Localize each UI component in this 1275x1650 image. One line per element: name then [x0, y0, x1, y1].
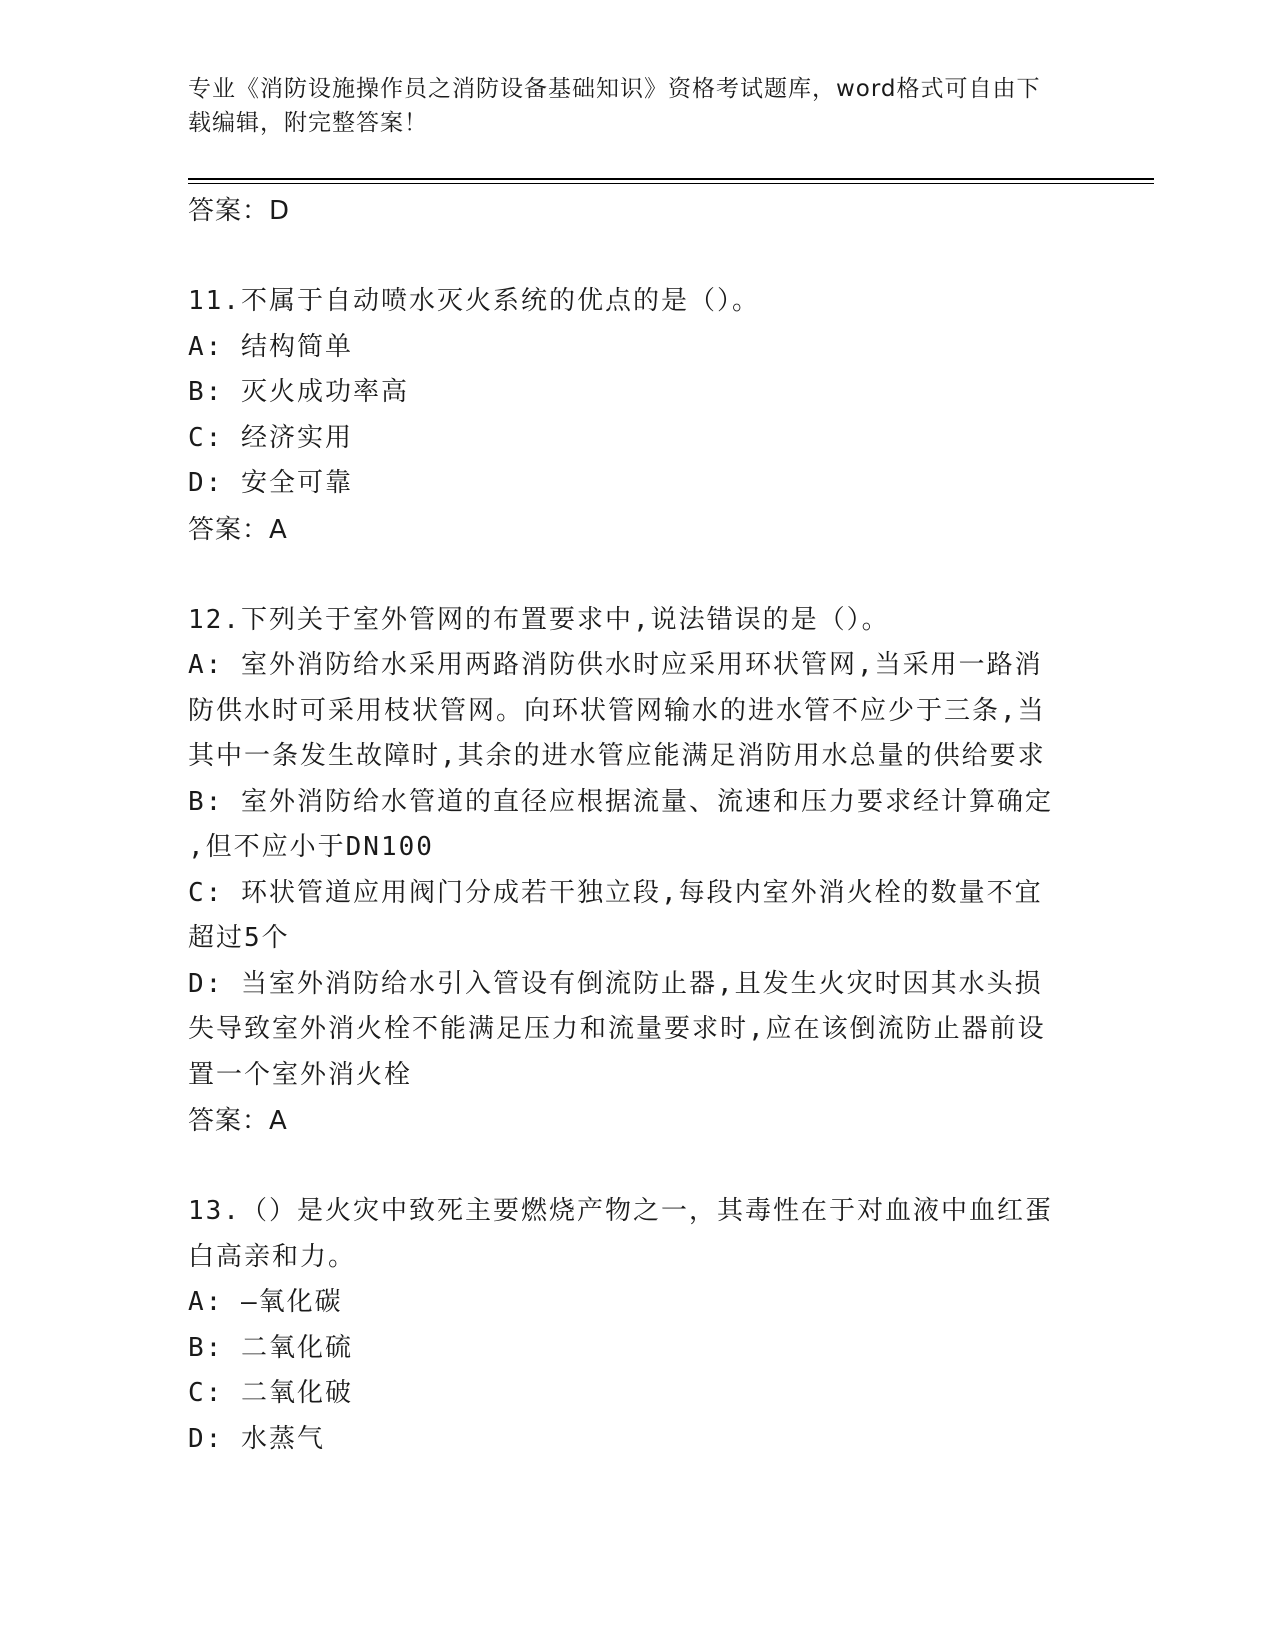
option-text-line: 其中一条发生故障时,其余的进水管应能满足消防用水总量的供给要求	[188, 741, 1046, 771]
option-text-line: ,但不应小于DN100	[188, 832, 434, 862]
question-block	[188, 598, 1088, 1145]
option-text-line: B: 二氧化硫	[188, 1332, 353, 1363]
question-option	[188, 643, 1088, 780]
answer-line: 答案：A	[188, 514, 288, 545]
option-text-line: D: 当室外消防给水引入管设有倒流防止器,且发生火灾时因其水头损	[188, 968, 1043, 999]
option-text-line: 失导致室外消火栓不能满足压力和流量要求时,应在该倒流防止器前设	[188, 1014, 1046, 1044]
option-text-line: A: 室外消防给水采用两路消防供水时应采用环状管网,当采用一路消	[188, 650, 1043, 680]
document-header	[188, 72, 1068, 140]
question-option	[188, 1417, 1088, 1463]
question-option	[188, 325, 1088, 371]
header-line-1: 专业《消防设施操作员之消防设备基础知识》资格考试题库，word格式可自由下	[188, 76, 1041, 102]
question-list	[188, 234, 1088, 1462]
option-text-line: 超过5个	[188, 923, 290, 953]
option-text-line: A: —氧化碳	[188, 1287, 343, 1317]
question-gap	[188, 553, 1088, 598]
question-block	[188, 1189, 1088, 1462]
question-stem-line: 12.下列关于室外管网的布置要求中,说法错误的是（）。	[188, 604, 890, 635]
question-option	[188, 780, 1088, 871]
question-block	[188, 279, 1088, 553]
question-option	[188, 1371, 1088, 1417]
question-option	[188, 461, 1088, 507]
question-gap	[188, 1144, 1088, 1189]
option-text-line: C: 经济实用	[188, 422, 353, 453]
option-text-line: D: 水蒸气	[188, 1423, 325, 1454]
question-gap	[188, 234, 1088, 279]
option-text-line: B: 灭火成功率高	[188, 377, 409, 407]
question-option	[188, 1326, 1088, 1372]
option-text-line: C: 二氧化破	[188, 1378, 353, 1408]
question-option	[188, 962, 1088, 1099]
answer-line: 答案：A	[188, 1106, 288, 1136]
option-text-line: C: 环状管道应用阀门分成若干独立段,每段内室外消火栓的数量不宜	[188, 877, 1043, 908]
question-option	[188, 370, 1088, 416]
question-option	[188, 1280, 1088, 1326]
question-option	[188, 416, 1088, 462]
question-stem-line: 11.不属于自动喷水灭火系统的优点的是（）。	[188, 286, 760, 316]
option-text-line: B: 室外消防给水管道的直径应根据流量、流速和压力要求经计算确定	[188, 786, 1053, 817]
header-rule-thick	[188, 178, 1154, 180]
header-line-2: 载编辑，附完整答案！	[188, 110, 428, 136]
document-body	[188, 188, 1088, 1462]
option-text-line: 防供水时可采用枝状管网。向环状管网输水的进水管不应少于三条,当	[188, 695, 1046, 726]
question-option	[188, 871, 1088, 962]
option-text-line: D: 安全可靠	[188, 468, 353, 498]
question-stem-line: 13.（）是火灾中致死主要燃烧产物之一，其毒性在于对血液中血红蛋	[188, 1196, 1053, 1226]
answer-line: 答案：D	[188, 196, 291, 226]
header-rule-thin	[188, 183, 1154, 184]
question-stem-line: 白高亲和力。	[188, 1241, 357, 1272]
option-text-line: 置一个室外消火栓	[188, 1059, 413, 1090]
option-text-line: A: 结构简单	[188, 331, 353, 362]
